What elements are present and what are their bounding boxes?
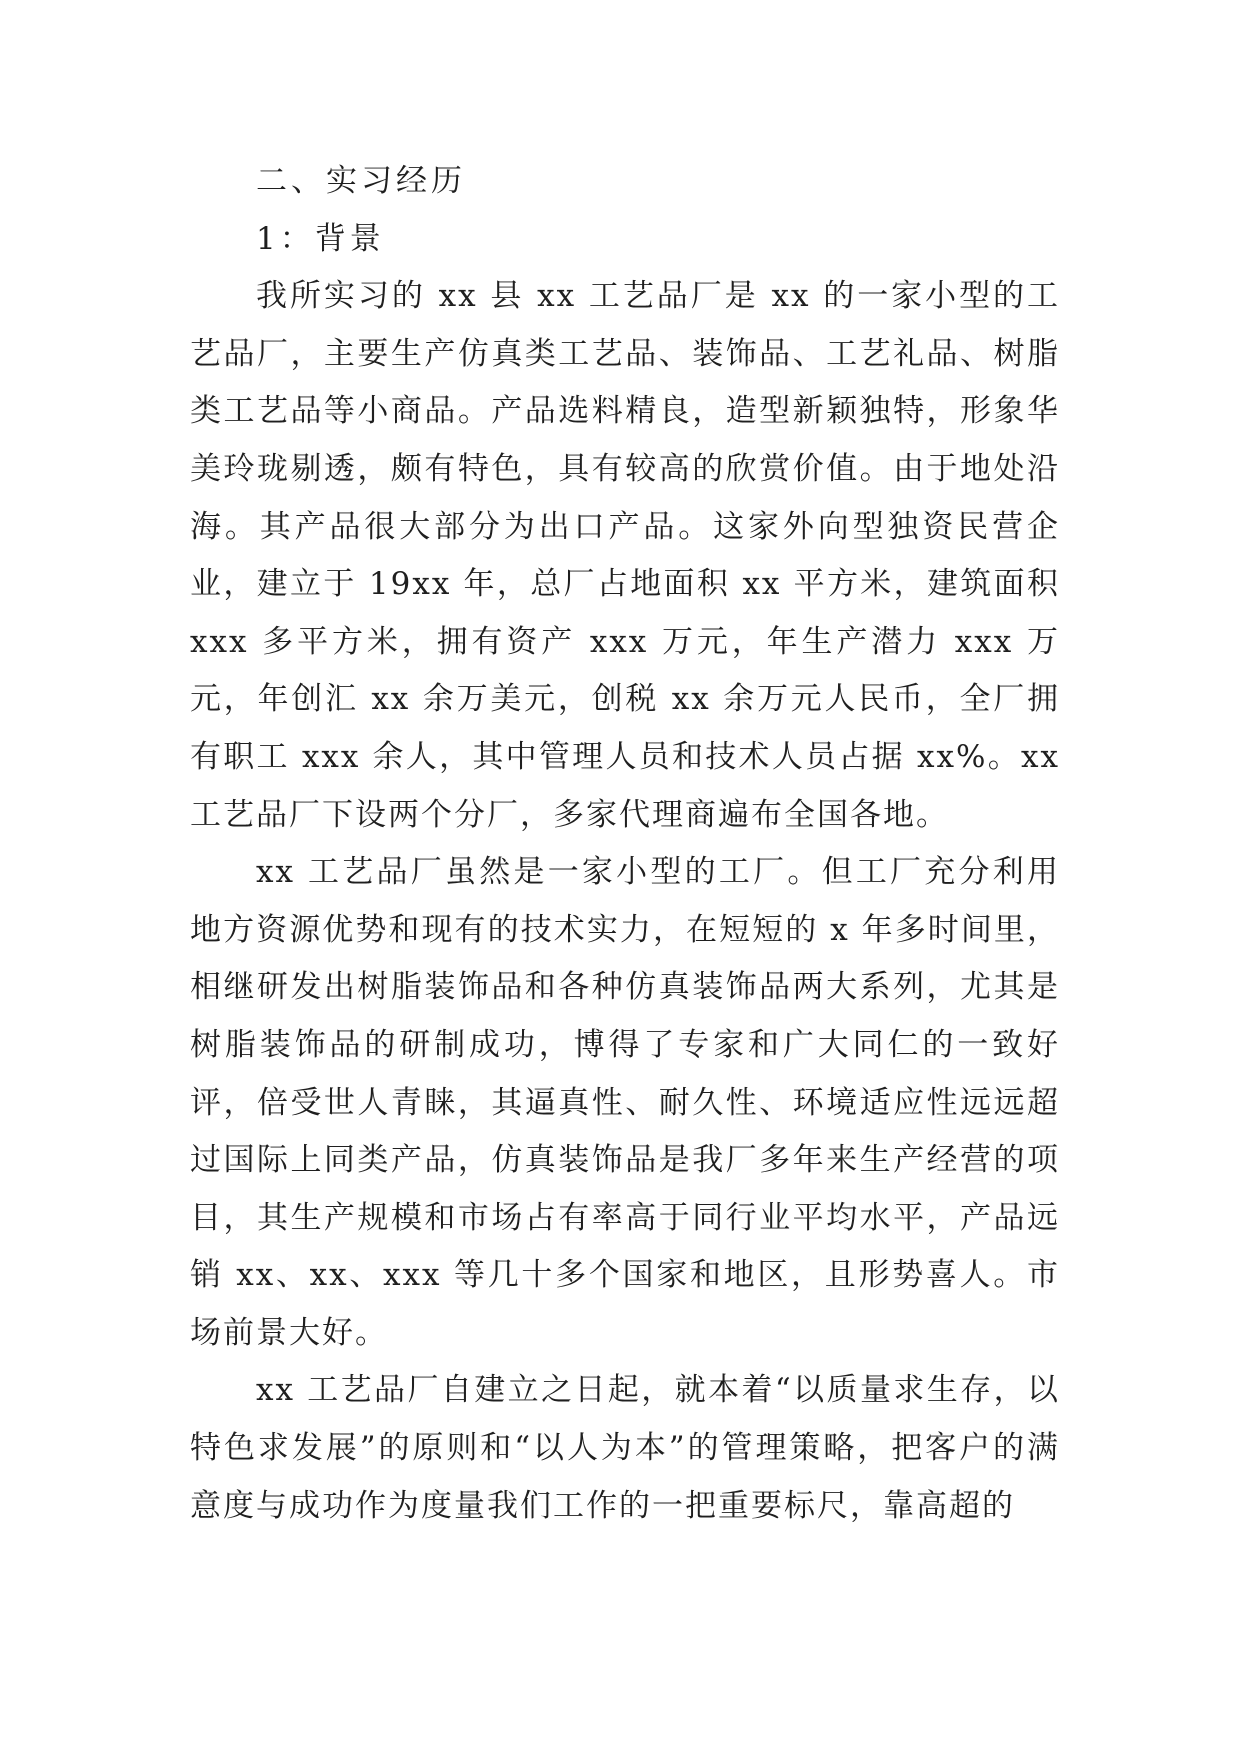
paragraph-products-market: xx 工艺品厂虽然是一家小型的工厂。但工厂充分利用地方资源优势和现有的技术实力，在短短的 x 年多时间里，相继研发出树脂装饰品和各种仿真装饰品两大系列，尤其是树脂装饰品的研制成功，博得了专家和广大同仁的一致好评，倍受世人青睐，其逼真性、耐久性、环境适应性远远超过国际上同类产品，仿真装饰品是我厂多年来生产经营的项目，其生产规模和市场占有率高于同行业平均水平，产品远销 xx、xx、xxx 等几十多个国家和地区，且形势喜人。市场前景大好。 (190, 854, 1060, 1351)
paragraph-company-background: 我所实习的 xx 县 xx 工艺品厂是 xx 的一家小型的工艺品厂，主要生产仿真类工艺品、装饰品、工艺礼品、树脂类工艺品等小商品。产品选料精良，造型新颖独特，形象华美玲珑剔透，颇有特色，具有较高的欣赏价值。由于地处沿海。其产品很大部分为出口产品。这家外向型独资民营企业，建立于 19xx 年，总厂占地面积 xx 平方米，建筑面积 xxx 多平方米，拥有资产 xxx 万元，年生产潜力 xxx 万元，年创汇 xx 余万美元，创税 xx 余万元人民币，全厂拥有职工 xxx 余人，其中管理人员和技术人员占据 xx%。xx 工艺品厂下设两个分厂，多家代理商遍布全国各地。 (190, 278, 1060, 833)
paragraph-principles: xx 工艺品厂自建立之日起，就本着“以质量求生存，以特色求发展”的原则和“以人为本”的管理策略，把客户的满意度与成功作为度量我们工作的一把重要标尺，靠高超的 (190, 1372, 1060, 1524)
section-heading: 二、实习经历 (256, 163, 466, 199)
subheading: 1：背景 (256, 220, 385, 257)
document-body (190, 153, 1060, 1535)
